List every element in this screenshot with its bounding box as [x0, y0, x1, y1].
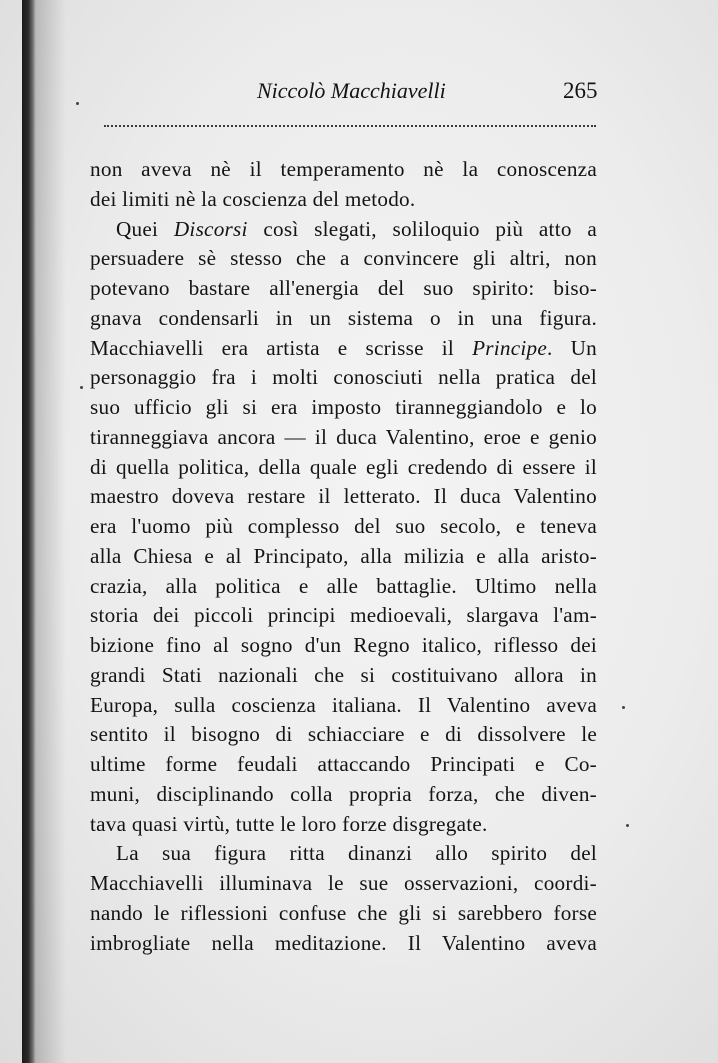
text-line: gnava condensarli in un sistema o in una figura.: [90, 305, 597, 330]
running-head-title: Niccolò Macchiavelli: [257, 78, 446, 103]
text-line: grandi Stati nazionali che si costituivano allora in: [90, 662, 597, 687]
text-line: imbrogliate nella meditazione. Il Valentino aveva: [90, 930, 597, 955]
paper-speck: [622, 706, 625, 709]
paper-speck: [80, 386, 83, 389]
gutter-shadow: [36, 0, 66, 1063]
body-text: [90, 155, 597, 958]
text-line: potevano bastare all'energia del suo spirito: biso-: [90, 276, 597, 300]
text-line: suo ufficio gli si era imposto tiranneggiandolo e lo: [90, 395, 597, 419]
text-line: bizione fino al sogno d'un Regno italico, riflesso dei: [90, 633, 597, 657]
text-line: ultime forme feudali attaccando Principati e Co-: [90, 752, 597, 776]
text-line: storia dei piccoli principi medioevali, slargava l'am-: [90, 603, 597, 628]
page-number: 265: [563, 78, 598, 103]
book-binding-edge: [22, 0, 36, 1063]
text-line: maestro doveva restare il letterato. Il duca Valentino: [90, 484, 597, 509]
text-line: nando le riflessioni confuse che gli si sarebbero forse: [90, 900, 597, 925]
paper-speck: [626, 824, 629, 827]
text-line: tiranneggiava ancora — il duca Valentino, eroe e genio: [90, 424, 597, 449]
text-line: tava quasi virtù, tutte le loro forze disgregate.: [90, 811, 488, 836]
text-line: di quella politica, della quale egli credendo di essere il: [90, 454, 597, 479]
text-line: sentito il bisogno di schiacciare e di dissolvere le: [90, 722, 597, 747]
text-line: personaggio fra i molti conosciuti nella pratica del: [90, 365, 597, 390]
header-dotted-rule: [104, 125, 596, 127]
text-line: alla Chiesa e al Principato, alla milizia e alla aristo-: [90, 543, 597, 568]
text-line: muni, disciplinando colla propria forza, che diven-: [90, 781, 597, 806]
text-line: persuadere sè stesso che a convincere gli altri, non: [90, 246, 597, 271]
text-line: Macchiavelli era artista e scrisse il Principe. Un: [90, 335, 597, 360]
text-line: Macchiavelli illuminava le sue osservazioni, coordi-: [90, 871, 597, 895]
text-line: era l'uomo più complesso del suo secolo, e teneva: [90, 514, 597, 538]
paper-speck: [76, 102, 79, 105]
text-line: crazia, alla politica e alle battaglie. Ultimo nella: [90, 573, 597, 598]
text-line: dei limiti nè la coscienza del metodo.: [90, 186, 416, 211]
text-line: Quei Discorsi così slegati, soliloquio più atto a: [116, 216, 598, 241]
text-line: Europa, sulla coscienza italiana. Il Valentino aveva: [90, 692, 597, 717]
text-line: non aveva nè il temperamento nè la conoscenza: [90, 157, 597, 181]
text-line: La sua figura ritta dinanzi allo spirito del: [116, 841, 597, 866]
